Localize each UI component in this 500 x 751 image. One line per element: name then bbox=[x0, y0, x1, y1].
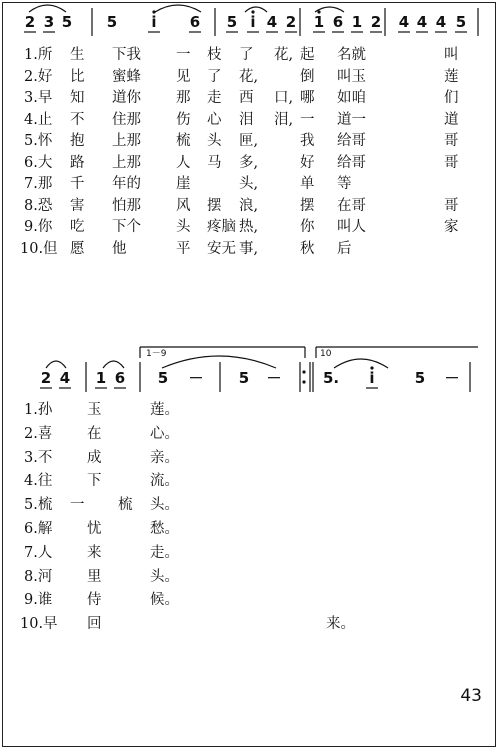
note: 6 bbox=[114, 369, 126, 387]
lyric-syllable: 疼脑 bbox=[207, 219, 236, 235]
lyric-syllable: 哥 bbox=[444, 154, 459, 171]
lyric-syllable: 平 bbox=[176, 240, 191, 257]
slur bbox=[29, 5, 66, 12]
note: 5 bbox=[455, 13, 467, 31]
lyric-syllable: 侍 bbox=[87, 592, 102, 609]
lyric-syllable: 比 bbox=[70, 68, 85, 85]
lyric-syllable: 莲。 bbox=[150, 402, 179, 418]
lyric-syllable: 下个 bbox=[112, 219, 141, 235]
lyric-syllable: 害 bbox=[70, 197, 85, 214]
lyric-syllable: 来 bbox=[87, 544, 102, 561]
slur bbox=[46, 361, 66, 368]
note: 5 bbox=[414, 369, 426, 387]
lyric-syllable: 7.那 bbox=[24, 176, 53, 192]
lyric-syllable: 在 bbox=[87, 425, 102, 442]
lyric-syllable: 3.不 bbox=[24, 449, 53, 466]
lyric-syllable: 流。 bbox=[150, 473, 179, 490]
lyric-syllable: 叫人 bbox=[337, 219, 366, 235]
lyric-syllable: 叫玉 bbox=[337, 68, 366, 85]
lyric-syllable: 叫 bbox=[444, 47, 459, 63]
note: 5 bbox=[238, 369, 250, 387]
lyric-syllable: 人 bbox=[176, 154, 191, 171]
lyric-syllable: 9.谁 bbox=[24, 592, 53, 609]
lyric-syllable: 道你 bbox=[112, 90, 141, 106]
lyric-syllable: 年的 bbox=[112, 176, 141, 192]
lyric-syllable: 回 bbox=[87, 616, 102, 633]
lyric-syllable: 莲 bbox=[444, 68, 459, 85]
lyric-syllable: 摆 bbox=[300, 197, 315, 214]
lyric-syllable: 6.解 bbox=[24, 521, 53, 537]
lyric-syllable: 7.人 bbox=[24, 544, 53, 561]
lyric-syllable: 一 bbox=[70, 497, 85, 514]
lyric-syllable: 多, bbox=[239, 154, 259, 171]
lyric-syllable: 亲。 bbox=[150, 449, 179, 466]
lyric-syllable: 西 bbox=[239, 90, 254, 106]
lyric-syllable: 花, bbox=[274, 47, 294, 63]
lyric-syllable: 哥 bbox=[444, 197, 459, 214]
lyric-syllable: 吃 bbox=[70, 219, 85, 235]
lyric-syllable: 9.你 bbox=[24, 219, 53, 235]
note: 3 bbox=[43, 13, 55, 31]
lyric-syllable: 崖 bbox=[176, 176, 191, 192]
lyric-syllable: 匣, bbox=[239, 133, 259, 149]
lyric-syllable: 1.孙 bbox=[24, 402, 53, 418]
lyric-syllable: 心。 bbox=[150, 425, 179, 442]
lyric-syllable: 伤 bbox=[176, 111, 191, 128]
lyric-syllable: 哪 bbox=[300, 90, 315, 106]
note: 2 bbox=[24, 13, 36, 31]
note: 1 bbox=[95, 369, 107, 387]
lyric-syllable: 枝 bbox=[207, 47, 222, 63]
lyric-syllable: 安无 bbox=[207, 240, 236, 257]
lyric-syllable: 1.所 bbox=[24, 47, 53, 63]
lyric-syllable: 一 bbox=[300, 111, 315, 128]
lyric-syllable: 头。 bbox=[150, 497, 179, 514]
lyric-syllable: 抱 bbox=[70, 133, 85, 149]
lyric-syllable: 路 bbox=[70, 154, 85, 171]
lyric-syllable: 一 bbox=[176, 47, 191, 63]
lyric-syllable: 花, bbox=[239, 68, 259, 85]
note: i bbox=[250, 13, 256, 31]
lyric-syllable: 事, bbox=[239, 240, 259, 257]
lyric-syllable: 5.怀 bbox=[24, 133, 53, 149]
lyric-syllable: 马 bbox=[207, 154, 222, 171]
note: 5. bbox=[323, 369, 340, 387]
lyric-syllable: 等 bbox=[337, 176, 352, 192]
lyric-syllable: 头。 bbox=[150, 568, 179, 585]
dash-note: － bbox=[444, 369, 460, 387]
volta-label: 1－9 bbox=[146, 349, 167, 359]
lyric-syllable: 我 bbox=[300, 133, 315, 149]
lyric-syllable: 头, bbox=[239, 176, 259, 192]
lyric-syllable: 泪, bbox=[274, 111, 294, 128]
repeat-dot bbox=[302, 380, 305, 383]
lyric-syllable: 道一 bbox=[337, 111, 366, 128]
lyric-syllable: 秋 bbox=[300, 240, 315, 257]
lyric-syllable: 在哥 bbox=[337, 197, 366, 214]
lyric-syllable: 8.恐 bbox=[24, 197, 53, 214]
lyric-syllable: 6.大 bbox=[24, 154, 53, 171]
lyric-syllable: 见 bbox=[176, 68, 191, 85]
lyric-syllable: 如咱 bbox=[337, 90, 366, 106]
lyric-syllable: 下我 bbox=[112, 47, 141, 63]
lyric-syllable: 起 bbox=[300, 47, 315, 63]
dash-note: － bbox=[266, 369, 282, 387]
lyric-syllable: 知 bbox=[70, 90, 85, 106]
lyric-syllable: 来。 bbox=[326, 616, 355, 633]
lyric-syllable: 头 bbox=[207, 133, 222, 149]
lyric-syllable: 千 bbox=[70, 176, 85, 192]
slur bbox=[334, 359, 388, 368]
lyric-syllable: 走 bbox=[207, 90, 222, 106]
lyric-syllable: 家 bbox=[444, 219, 459, 235]
lyric-syllable: 头 bbox=[176, 219, 191, 235]
lyric-syllable: 蜜蜂 bbox=[112, 68, 141, 85]
lyric-syllable: 候。 bbox=[150, 592, 179, 609]
lyric-syllable: 上那 bbox=[112, 133, 141, 149]
lyric-syllable: 4.止 bbox=[24, 111, 53, 128]
slur bbox=[162, 356, 276, 368]
lyric-syllable: 了 bbox=[207, 68, 222, 85]
lyric-syllable: 了 bbox=[239, 47, 254, 63]
lyric-syllable: 给哥 bbox=[337, 133, 366, 149]
lyric-syllable: 愿 bbox=[70, 240, 85, 257]
note: i bbox=[151, 13, 157, 31]
lyric-syllable: 梳 bbox=[118, 497, 133, 514]
slur bbox=[103, 361, 124, 368]
lyric-syllable: 玉 bbox=[87, 402, 102, 418]
note: 5 bbox=[157, 369, 169, 387]
note: 4 bbox=[435, 13, 447, 31]
lyric-syllable: 成 bbox=[87, 449, 102, 466]
lyric-syllable: 泪 bbox=[239, 111, 254, 128]
lyric-syllable: 单 bbox=[300, 176, 315, 192]
lyric-syllable: 梳 bbox=[176, 133, 191, 149]
lyric-syllable: 名就 bbox=[337, 47, 366, 63]
lyric-syllable: 2.喜 bbox=[24, 425, 53, 442]
lyric-syllable: 哥 bbox=[444, 133, 459, 149]
lyric-syllable: 生 bbox=[70, 47, 85, 63]
note: 1 bbox=[313, 13, 325, 31]
note: 5 bbox=[106, 13, 118, 31]
lyric-syllable: 10.但 bbox=[20, 240, 58, 257]
note: 4 bbox=[266, 13, 278, 31]
lyric-syllable: 下 bbox=[87, 473, 102, 490]
lyric-syllable: 怕那 bbox=[112, 197, 141, 214]
lyric-syllable: 8.河 bbox=[24, 568, 53, 585]
lyric-syllable: 倒 bbox=[300, 68, 315, 85]
repeat-dot bbox=[302, 370, 305, 373]
lyric-syllable: 道 bbox=[444, 111, 459, 128]
lyric-syllable: 你 bbox=[300, 219, 315, 235]
note: 5 bbox=[226, 13, 238, 31]
note: 2 bbox=[370, 13, 382, 31]
lyric-syllable: 他 bbox=[112, 240, 127, 257]
note: 6 bbox=[189, 13, 201, 31]
lyric-syllable: 2.好 bbox=[24, 68, 53, 85]
lyric-syllable: 摆 bbox=[207, 197, 222, 214]
lyric-syllable: 住那 bbox=[112, 111, 141, 128]
volta-label: 10 bbox=[320, 349, 332, 359]
lyric-syllable: 忧 bbox=[87, 521, 102, 537]
lyric-syllable: 们 bbox=[444, 90, 459, 106]
page-number: 43 bbox=[460, 686, 482, 706]
lyric-syllable: 那 bbox=[176, 90, 191, 106]
note: 1 bbox=[351, 13, 363, 31]
lyric-syllable: 10.早 bbox=[20, 616, 58, 633]
dash-note: － bbox=[188, 369, 204, 387]
lyric-syllable: 心 bbox=[207, 111, 222, 128]
note: 5 bbox=[61, 13, 73, 31]
lyric-syllable: 不 bbox=[70, 111, 85, 128]
note: 6 bbox=[332, 13, 344, 31]
lyric-syllable: 5.梳 bbox=[24, 497, 53, 514]
lyric-syllable: 3.早 bbox=[24, 90, 53, 106]
lyric-syllable: 给哥 bbox=[337, 154, 366, 171]
lyric-syllable: 后 bbox=[337, 240, 352, 257]
note: 4 bbox=[416, 13, 428, 31]
lyric-syllable: 风 bbox=[176, 197, 191, 214]
lyric-syllable: 浪, bbox=[239, 197, 259, 214]
note: 4 bbox=[59, 369, 71, 387]
note: 2 bbox=[40, 369, 52, 387]
lyric-syllable: 里 bbox=[87, 568, 102, 585]
lyric-syllable: 热, bbox=[239, 219, 259, 235]
note: i bbox=[369, 369, 375, 387]
slur bbox=[245, 7, 267, 12]
note: 2 bbox=[285, 13, 297, 31]
slur bbox=[155, 5, 201, 12]
lyric-syllable: 愁。 bbox=[150, 521, 179, 537]
lyric-syllable: 好 bbox=[300, 154, 315, 171]
lyric-syllable: 口, bbox=[274, 90, 294, 106]
note: 4 bbox=[398, 13, 410, 31]
lyric-syllable: 4.往 bbox=[24, 473, 53, 490]
lyric-syllable: 走。 bbox=[150, 544, 179, 561]
lyric-syllable: 上那 bbox=[112, 154, 141, 171]
